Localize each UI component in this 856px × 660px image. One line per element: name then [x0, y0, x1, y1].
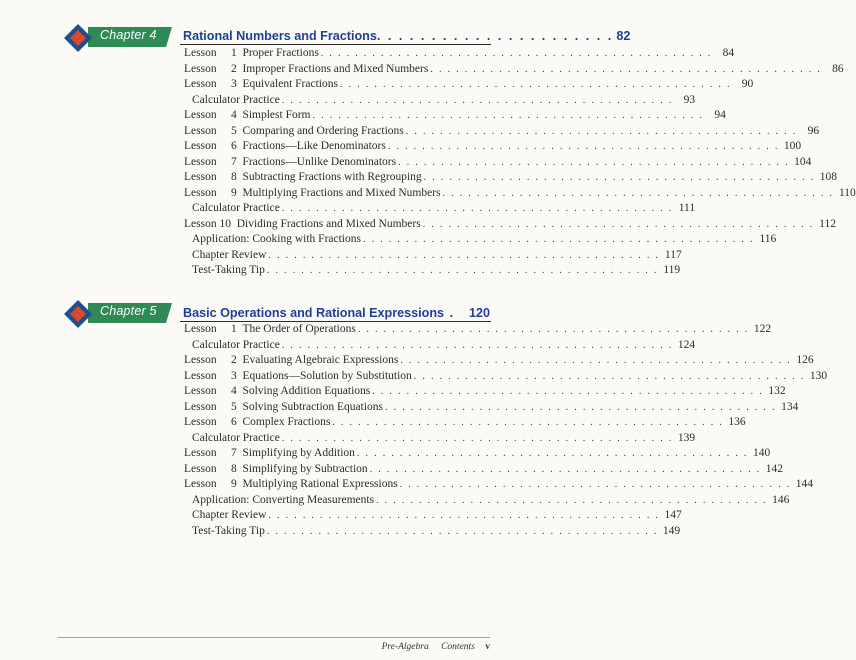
- chapter-page: 82: [616, 29, 631, 43]
- toc-entry-page: 86: [832, 62, 844, 75]
- diamond-bullet-icon: [184, 237, 188, 241]
- toc-entry[interactable]: [184, 140, 802, 156]
- diamond-bullet-icon: [184, 268, 188, 272]
- toc-entry-page: 117: [664, 248, 682, 261]
- toc-entry[interactable]: [184, 385, 786, 401]
- toc-entry-text: Calculator Practice: [192, 93, 280, 106]
- toc-entry-text: Lesson 1 Proper Fractions: [184, 47, 319, 59]
- toc-entry-page: 142: [765, 462, 783, 475]
- toc-entry[interactable]: [184, 354, 814, 370]
- toc-entry-text: Chapter Review: [192, 509, 267, 521]
- toc-entry-text: Lesson 4 Simplest Form: [184, 109, 311, 121]
- chapter-page: 120: [468, 306, 490, 320]
- toc-entry-text: Lesson 9 Multiplying Rational Expressions: [184, 478, 398, 490]
- leader-dots: . . . . . . . . . . . . . . . . . . . . . . . . . . . . . . . . . . . . . . . . . . . . . .: [268, 249, 660, 261]
- leader-dots: . . . . . . . . . . . . . . . . . . . . . . . . . . . . . . . . . . . . . . . . . . . . . .: [357, 324, 750, 335]
- toc-entry-text: Test-Taking Tip: [192, 524, 265, 537]
- leader-dots: . . . . . . . . . . . . . . . . . . . . . . . . . . . . . . . . . . . . . . . . . . . . . .: [281, 339, 674, 351]
- toc-entry-page: 108: [819, 171, 837, 183]
- leader-dots: . . . . . . . . . . . . . . . . . . . . . . . . . . . . . . . . . . . . . . . . . . . . . .: [312, 110, 704, 121]
- toc-entry-page: 90: [741, 78, 754, 90]
- toc-entry-page: 119: [663, 264, 681, 276]
- diamond-bullet-icon: [184, 97, 188, 101]
- chapter-title: Rational Numbers and Fractions: [183, 29, 377, 43]
- leader-dots: .: [444, 306, 456, 320]
- toc-entry[interactable]: [184, 493, 790, 510]
- chapter-title-row[interactable]: [183, 306, 490, 320]
- toc-entry-text: Lesson 8 Simplifying by Subtraction: [184, 462, 368, 475]
- toc-entry-page: 147: [664, 509, 682, 521]
- page-footer: [382, 642, 490, 652]
- toc-entry-text: Lesson 3 Equations—Solution by Substitution: [184, 369, 412, 382]
- chapter-title-rule: [180, 321, 491, 322]
- leader-dots: . . . . . . . . . . . . . . . . . . . . . . . . . . . . . . . . . . . . . . . . . . . . . .: [281, 203, 674, 214]
- leader-dots: . . . . . . . . . . . . . . . . . . . . . . . . . . . . . . . . . . . . . . . . . . . . . .: [362, 234, 755, 245]
- toc-entry-text: Application: Cooking with Fractions: [192, 233, 361, 245]
- toc-entry[interactable]: [184, 109, 726, 125]
- toc-entry-page: 104: [794, 155, 812, 168]
- toc-entry-page: 93: [683, 93, 696, 106]
- chapter-title-rule: [180, 44, 491, 45]
- toc-entry-page: 134: [781, 400, 799, 413]
- leader-dots: . . . . . . . . . . . . . . . . . . . . . . . . . . . . . . . . . . . . . . . . . . . . . .: [266, 265, 659, 276]
- chapter-tab-label: Chapter 5: [100, 304, 157, 318]
- toc-entry-text: Calculator Practice: [192, 431, 280, 444]
- toc-entry[interactable]: [184, 155, 812, 172]
- toc-entry[interactable]: [184, 47, 735, 63]
- toc-entry-text: Calculator Practice: [192, 202, 280, 214]
- footer-rule: [58, 637, 490, 638]
- footer-page-number: v: [485, 642, 490, 652]
- leader-dots: . . . . . . . . . . . . . . . . . . . . . . . . . . . . . . . . . . . . . . . . . . . . . .: [387, 141, 780, 152]
- chapter-entries: [184, 47, 856, 280]
- toc-entry-page: 110: [838, 186, 856, 199]
- toc-entry[interactable]: [184, 431, 696, 448]
- toc-entry-page: 139: [677, 431, 696, 444]
- toc-entry-text: Lesson 2 Improper Fractions and Mixed Numbers: [184, 62, 429, 75]
- toc-entry-page: 144: [795, 478, 814, 490]
- toc-entry-text: Lesson 10 Dividing Fractions and Mixed Numbers: [184, 217, 421, 230]
- toc-entry[interactable]: [184, 233, 777, 249]
- leader-dots: . . . . . . . . . . . . . . . . . . . . . . . . . . . . . . . . . . . . . . . . . . . . . .: [268, 510, 660, 521]
- toc-entry-page: 132: [768, 385, 786, 397]
- toc-entry-text: Lesson 9 Multiplying Fractions and Mixed Numbers: [184, 186, 441, 199]
- toc-entry[interactable]: [184, 447, 771, 463]
- toc-entry[interactable]: [184, 124, 820, 141]
- toc-entry[interactable]: [184, 78, 754, 94]
- toc-entry[interactable]: [184, 462, 783, 479]
- toc-entry-text: Lesson 7 Simplifying by Addition: [184, 447, 355, 459]
- leader-dots: . . . . . . . . . . . . . . . . . . . . . . . . . . . . . . . . . . . . . . . . . . . . . .: [442, 187, 834, 199]
- toc-entry-text: Lesson 1 The Order of Operations: [184, 323, 356, 335]
- toc-entry-page: 96: [807, 124, 820, 137]
- chapter-title-row[interactable]: [183, 29, 631, 43]
- leader-dots: . . . . . . . . . . . . . . . . . . . . . . . . . . . . . . . . . . . . . . . . . . . . . .: [281, 94, 674, 106]
- leader-dots: . . . . . . . . . . . . . . . . . . . . . . . . . . . . . . . . . . . . . . . . . . . . . .: [369, 463, 761, 475]
- leader-dots: . . . . . . . . . . . . . . . . . . . . . . . . . . . . . . . . . . . . . . . . . . . . . .: [422, 218, 814, 230]
- toc-entry-page: 130: [809, 369, 828, 382]
- toc-entry-text: Lesson 8 Subtracting Fractions with Regrouping: [184, 171, 422, 183]
- toc-entry-page: 94: [714, 109, 726, 121]
- leader-dots: . . . . . . . . . . . . . . . . . . . . . .: [376, 29, 614, 43]
- footer-book-title: Pre-Algebra: [381, 642, 429, 652]
- toc-entry-page: 140: [752, 447, 771, 459]
- leader-dots: . . . . . . . . . . . . . . . . . . . . . . . . . . . . . . . . . . . . . . . . . . . . . .: [372, 386, 764, 397]
- toc-entry[interactable]: [184, 202, 696, 218]
- toc-entry-text: Lesson 6 Complex Fractions: [184, 416, 331, 428]
- toc-entry-text: Test-Taking Tip: [192, 264, 265, 276]
- toc-entry-text: Lesson 2 Evaluating Algebraic Expressions: [184, 354, 399, 366]
- leader-dots: . . . . . . . . . . . . . . . . . . . . . . . . . . . . . . . . . . . . . . . . . . . . . .: [398, 156, 790, 168]
- leader-dots: . . . . . . . . . . . . . . . . . . . . . . . . . . . . . . . . . . . . . . . . . . . . . .: [356, 448, 749, 459]
- toc-entry[interactable]: [184, 171, 837, 187]
- diamond-bullet-icon: [184, 513, 188, 517]
- toc-entry-page: 116: [759, 233, 777, 245]
- toc-entry-text: Lesson 5 Comparing and Ordering Fractions: [184, 124, 404, 137]
- chapter-tab-label: Chapter 4: [100, 28, 157, 42]
- leader-dots: . . . . . . . . . . . . . . . . . . . . . . . . . . . . . . . . . . . . . . . . . . . . . .: [385, 401, 777, 413]
- toc-entry[interactable]: [184, 478, 814, 494]
- toc-entry-page: 111: [678, 202, 696, 214]
- toc-entry[interactable]: [184, 509, 682, 525]
- toc-entry[interactable]: [184, 62, 844, 79]
- toc-entry-page: 100: [783, 140, 802, 152]
- toc-entry-text: Application: Converting Measurements: [192, 493, 375, 506]
- toc-entry-page: 112: [819, 217, 836, 230]
- toc-entry[interactable]: [184, 248, 682, 265]
- toc-entry-page: 126: [796, 354, 814, 366]
- leader-dots: . . . . . . . . . . . . . . . . . . . . . . . . . . . . . . . . . . . . . . . . . . . . . .: [281, 432, 674, 444]
- chapter-tab: [62, 27, 172, 47]
- toc-entry-text: Lesson 5 Solving Subtraction Equations: [184, 400, 384, 413]
- toc-entry-text: Lesson 6 Fractions—Like Denominators: [184, 140, 386, 152]
- chapter-entries: [184, 323, 828, 540]
- toc-entry-page: 84: [722, 47, 735, 59]
- toc-entry-text: Lesson 3 Equivalent Fractions: [184, 78, 338, 90]
- footer-section: Contents: [441, 642, 475, 652]
- chapter-title: Basic Operations and Rational Expressions: [183, 306, 445, 320]
- toc-entry-page: 122: [753, 323, 772, 335]
- leader-dots: . . . . . . . . . . . . . . . . . . . . . . . . . . . . . . . . . . . . . . . . . . . . . .: [413, 370, 806, 382]
- leader-dots: . . . . . . . . . . . . . . . . . . . . . . . . . . . . . . . . . . . . . . . . . . . . . .: [400, 355, 792, 366]
- diamond-bullet-icon: [184, 342, 188, 346]
- leader-dots: . . . . . . . . . . . . . . . . . . . . . . . . . . . . . . . . . . . . . . . . . . . . . .: [320, 48, 713, 59]
- toc-entry-page: 124: [677, 338, 696, 351]
- diamond-bullet-icon: [184, 528, 188, 532]
- leader-dots: . . . . . . . . . . . . . . . . . . . . . . . . . . . . . . . . . . . . . . . . . . . . . .: [332, 417, 724, 428]
- toc-entry[interactable]: [184, 186, 856, 203]
- diamond-bullet-icon: [184, 435, 188, 439]
- toc-entry-text: Chapter Review: [192, 248, 267, 261]
- toc-entry[interactable]: [184, 400, 799, 417]
- toc-entry[interactable]: [184, 524, 681, 541]
- leader-dots: . . . . . . . . . . . . . . . . . . . . . . . . . . . . . . . . . . . . . . . . . . . . . .: [339, 79, 732, 90]
- toc-entry[interactable]: [184, 338, 696, 355]
- chapter-tab: [62, 303, 172, 323]
- toc-entry-text: Calculator Practice: [192, 338, 280, 351]
- toc-entry-page: 149: [662, 524, 681, 537]
- leader-dots: . . . . . . . . . . . . . . . . . . . . . . . . . . . . . . . . . . . . . . . . . . . . . .: [405, 125, 798, 137]
- toc-entry[interactable]: [184, 416, 746, 432]
- diamond-bullet-icon: [184, 497, 188, 501]
- leader-dots: . . . . . . . . . . . . . . . . . . . . . . . . . . . . . . . . . . . . . . . . . . . . . .: [430, 63, 822, 75]
- toc-entry[interactable]: [184, 323, 772, 339]
- leader-dots: . . . . . . . . . . . . . . . . . . . . . . . . . . . . . . . . . . . . . . . . . . . . . .: [376, 494, 768, 506]
- toc-entry-page: 146: [772, 493, 790, 506]
- toc-entry[interactable]: [184, 217, 836, 234]
- toc-entry[interactable]: [184, 93, 696, 110]
- toc-entry[interactable]: [184, 369, 828, 386]
- leader-dots: . . . . . . . . . . . . . . . . . . . . . . . . . . . . . . . . . . . . . . . . . . . . . .: [266, 525, 659, 537]
- toc-entry-text: Lesson 4 Solving Addition Equations: [184, 385, 371, 397]
- toc-entry-text: Lesson 7 Fractions—Unlike Denominators: [184, 155, 397, 168]
- diamond-bullet-icon: [184, 252, 188, 256]
- leader-dots: . . . . . . . . . . . . . . . . . . . . . . . . . . . . . . . . . . . . . . . . . . . . . .: [399, 479, 792, 490]
- diamond-bullet-icon: [184, 206, 188, 210]
- toc-entry-page: 136: [728, 416, 746, 428]
- leader-dots: . . . . . . . . . . . . . . . . . . . . . . . . . . . . . . . . . . . . . . . . . . . . . .: [423, 172, 815, 183]
- toc-entry[interactable]: [184, 264, 681, 280]
